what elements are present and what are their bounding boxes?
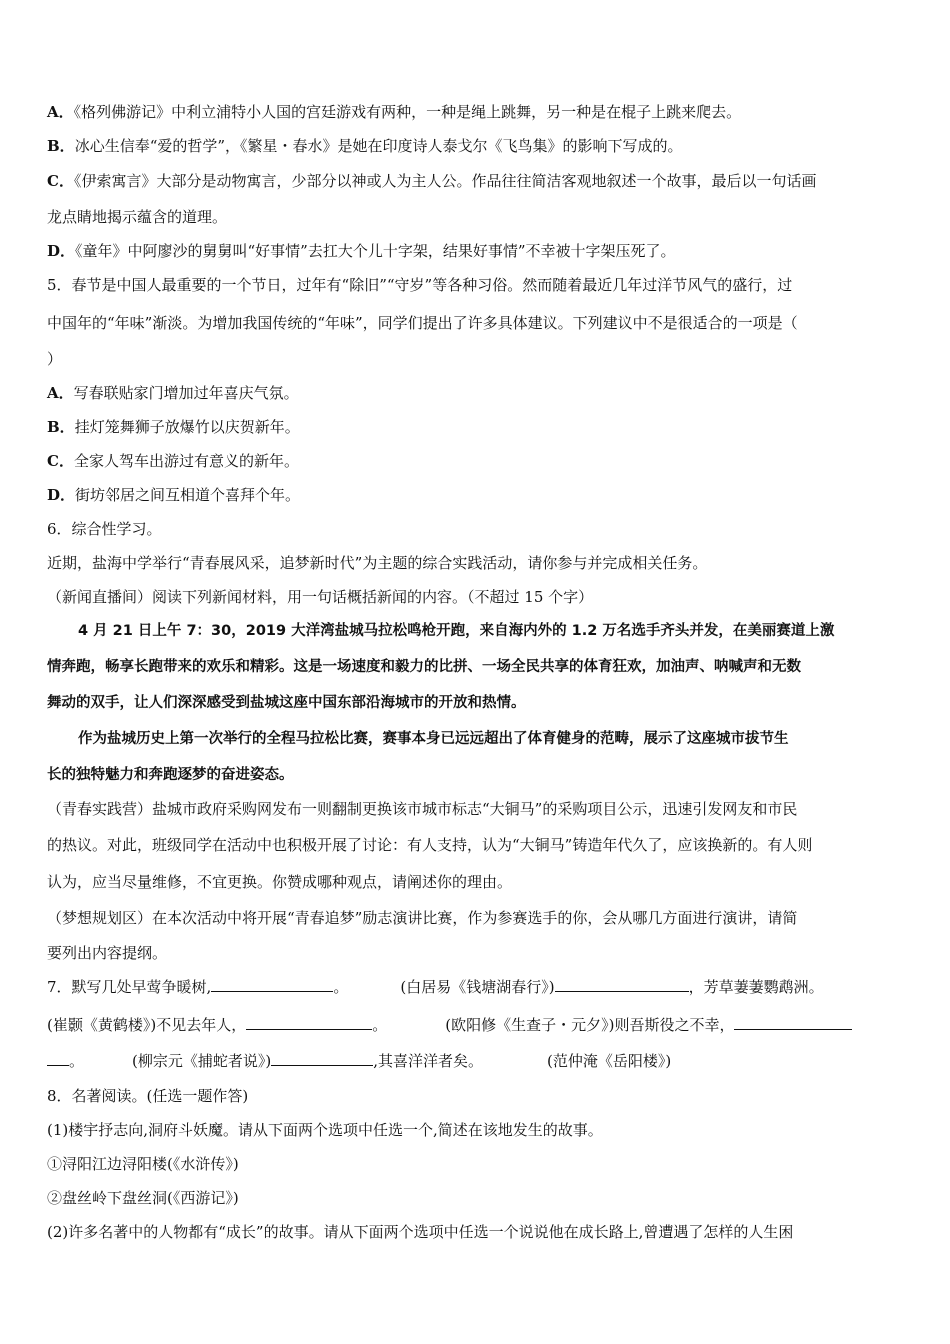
q7-text: 。 bbox=[333, 978, 349, 996]
q7-text: 。 bbox=[372, 1016, 388, 1034]
q4-option-a bbox=[47, 101, 907, 123]
option-label: A． bbox=[47, 384, 74, 402]
q5-option-c bbox=[47, 450, 907, 472]
option-text: 《童年》中阿廖沙的舅舅叫“好事情”去扛大个儿十字架，结果好事情”不幸被十字架压死了。 bbox=[75, 242, 676, 260]
q7-source: (白居易《钱塘湖春行》) bbox=[400, 978, 555, 996]
q6-practice-cont: 的热议。对此，班级同学在活动中也积极开展了讨论：有人支持，认为“大铜马”铸造年代久了，应该换新的。有人则 bbox=[47, 836, 813, 854]
option-label: B． bbox=[47, 418, 75, 436]
option-label: D． bbox=[47, 242, 76, 260]
q6-intro: 近期，盐海中学举行“青春展风采，追梦新时代”为主题的综合实践活动，请你参与并完成相关任务。 bbox=[47, 554, 708, 572]
q5-stem-end: ） bbox=[47, 350, 63, 368]
q5-option-a bbox=[47, 382, 907, 404]
q7-text: ，芳草萋萋鹦鹉洲。 bbox=[688, 978, 824, 996]
q5-option-b bbox=[47, 416, 907, 438]
q4-option-d bbox=[47, 240, 907, 262]
q4-option-c bbox=[47, 170, 907, 192]
q6-title: 6．综合性学习。 bbox=[47, 520, 162, 538]
option-text: 写春联贴家门增加过年喜庆气氛。 bbox=[73, 384, 299, 402]
option-label: D． bbox=[47, 486, 76, 504]
option-text: 全家人驾车出游过有意义的新年。 bbox=[73, 452, 299, 470]
option-label: A． bbox=[47, 103, 74, 121]
q7-source: (柳宗元《捕蛇者说》) bbox=[132, 1052, 272, 1070]
option-text: 冰心生信奉“爱的哲学”，《繁星・春水》是她在印度诗人泰戈尔《飞鸟集》的影响下写成的。 bbox=[74, 137, 683, 155]
answer-blank[interactable] bbox=[271, 1051, 373, 1066]
q5-option-d bbox=[47, 484, 907, 506]
answer-blank[interactable] bbox=[555, 977, 689, 992]
option-text: 《格列佛游记》中利立浦特小人国的宫廷游戏有两种，一种是绳上跳舞，另一种是在棍子上跳来爬去。 bbox=[73, 103, 742, 121]
option-label: C． bbox=[47, 452, 74, 470]
q7-source: (范仲淹《岳阳楼》) bbox=[547, 1052, 672, 1070]
q7-text: 。 bbox=[69, 1052, 85, 1070]
option-text: 挂灯笼舞狮子放爆竹以庆贺新年。 bbox=[74, 418, 300, 436]
q5-stem: 5．春节是中国人最重要的一个节日，过年有“除旧”“守岁”等各种习俗。然而随着最近几年过洋节风气的盛行，过 bbox=[47, 276, 793, 294]
answer-blank[interactable] bbox=[246, 1015, 372, 1030]
option-text: 《伊索寓言》大部分是动物寓言，少部分以神或人为主人公。作品往往简洁客观地叙述一个故事，最后以一句话画 bbox=[73, 172, 817, 190]
q4-option-b bbox=[47, 135, 907, 157]
answer-blank[interactable] bbox=[734, 1015, 852, 1030]
q4-option-c-cont: 龙点睛地揭示蕴含的道理。 bbox=[47, 208, 228, 226]
q6-dream-end: 要列出内容提纲。 bbox=[47, 944, 168, 962]
q8-option-1: ①浔阳江边浔阳楼(《水浒传》) bbox=[47, 1155, 239, 1173]
q7-line-3 bbox=[47, 1050, 907, 1072]
q6-dream: （梦想规划区）在本次活动中将开展“青春追梦”励志演讲比赛，作为参赛选手的你，会从哪几方面进行演讲，请简 bbox=[47, 909, 798, 927]
q5-stem-cont: 中国年的“年味”渐淡。为增加我国传统的“年味”，同学们提出了许多具体建议。下列建议中不是很适合的一项是（ bbox=[47, 314, 798, 332]
news-paragraph-1-cont: 情奔跑，畅享长跑带来的欢乐和精彩。这是一场速度和毅力的比拼、一场全民共享的体育狂欢，加油声、呐喊声和无数 bbox=[47, 659, 801, 675]
news-paragraph-1: 4 月 21 日上午 7：30，2019 大洋湾盐城马拉松鸣枪开跑，来自海内外的 1.2 万名选手齐头并发，在美丽赛道上激 bbox=[78, 623, 835, 639]
q7-text: ,其喜洋洋者矣。 bbox=[373, 1052, 484, 1070]
option-label: C． bbox=[47, 172, 74, 190]
q7-line-1 bbox=[47, 976, 907, 998]
q8-part-2: (2)许多名著中的人物都有“成长”的故事。请从下面两个选项中任选一个说说他在成长路上,曾遭遇了怎样的人生困 bbox=[47, 1223, 794, 1241]
q8-title: 8．名著阅读。(任选一题作答) bbox=[47, 1087, 249, 1105]
news-paragraph-2-end: 长的独特魅力和奔跑逐梦的奋进姿态。 bbox=[47, 767, 294, 783]
q6-news-task: （新闻直播间）阅读下列新闻材料，用一句话概括新闻的内容。（不超过 15 个字） bbox=[47, 588, 594, 606]
answer-blank[interactable] bbox=[47, 1051, 69, 1066]
q8-option-2: ②盘丝岭下盘丝洞(《西游记》) bbox=[47, 1189, 239, 1207]
option-label: B． bbox=[47, 137, 75, 155]
q6-practice: （青春实践营）盐城市政府采购网发布一则翻制更换该市城市标志“大铜马”的采购项目公示，迅速引发网友和市民 bbox=[47, 800, 798, 818]
q6-practice-end: 认为，应当尽量维修，不宜更换。你赞成哪种观点，请阐述你的理由。 bbox=[47, 873, 513, 891]
q7-source: (崔颢《黄鹤楼》)不见去年人， bbox=[47, 1016, 247, 1034]
news-paragraph-1-end: 舞动的双手，让人们深深感受到盐城这座中国东部沿海城市的开放和热情。 bbox=[47, 695, 526, 711]
news-paragraph-2: 作为盐城历史上第一次举行的全程马拉松比赛，赛事本身已远远超出了体育健身的范畴，展示了这座城市拔节生 bbox=[78, 731, 789, 747]
q7-line-2 bbox=[47, 1014, 907, 1036]
option-text: 街坊邻居之间互相道个喜拜个年。 bbox=[75, 486, 301, 504]
q8-part-1: (1)楼宇抒志向,洞府斗妖魔。请从下面两个选项中任选一个,简述在该地发生的故事。 bbox=[47, 1121, 603, 1139]
q7-source: (欧阳修《生查子・元夕》)则吾斯役之不幸， bbox=[445, 1016, 735, 1034]
answer-blank[interactable] bbox=[211, 977, 333, 992]
q7-text: 7．默写几处早莺争暖树, bbox=[47, 978, 212, 996]
